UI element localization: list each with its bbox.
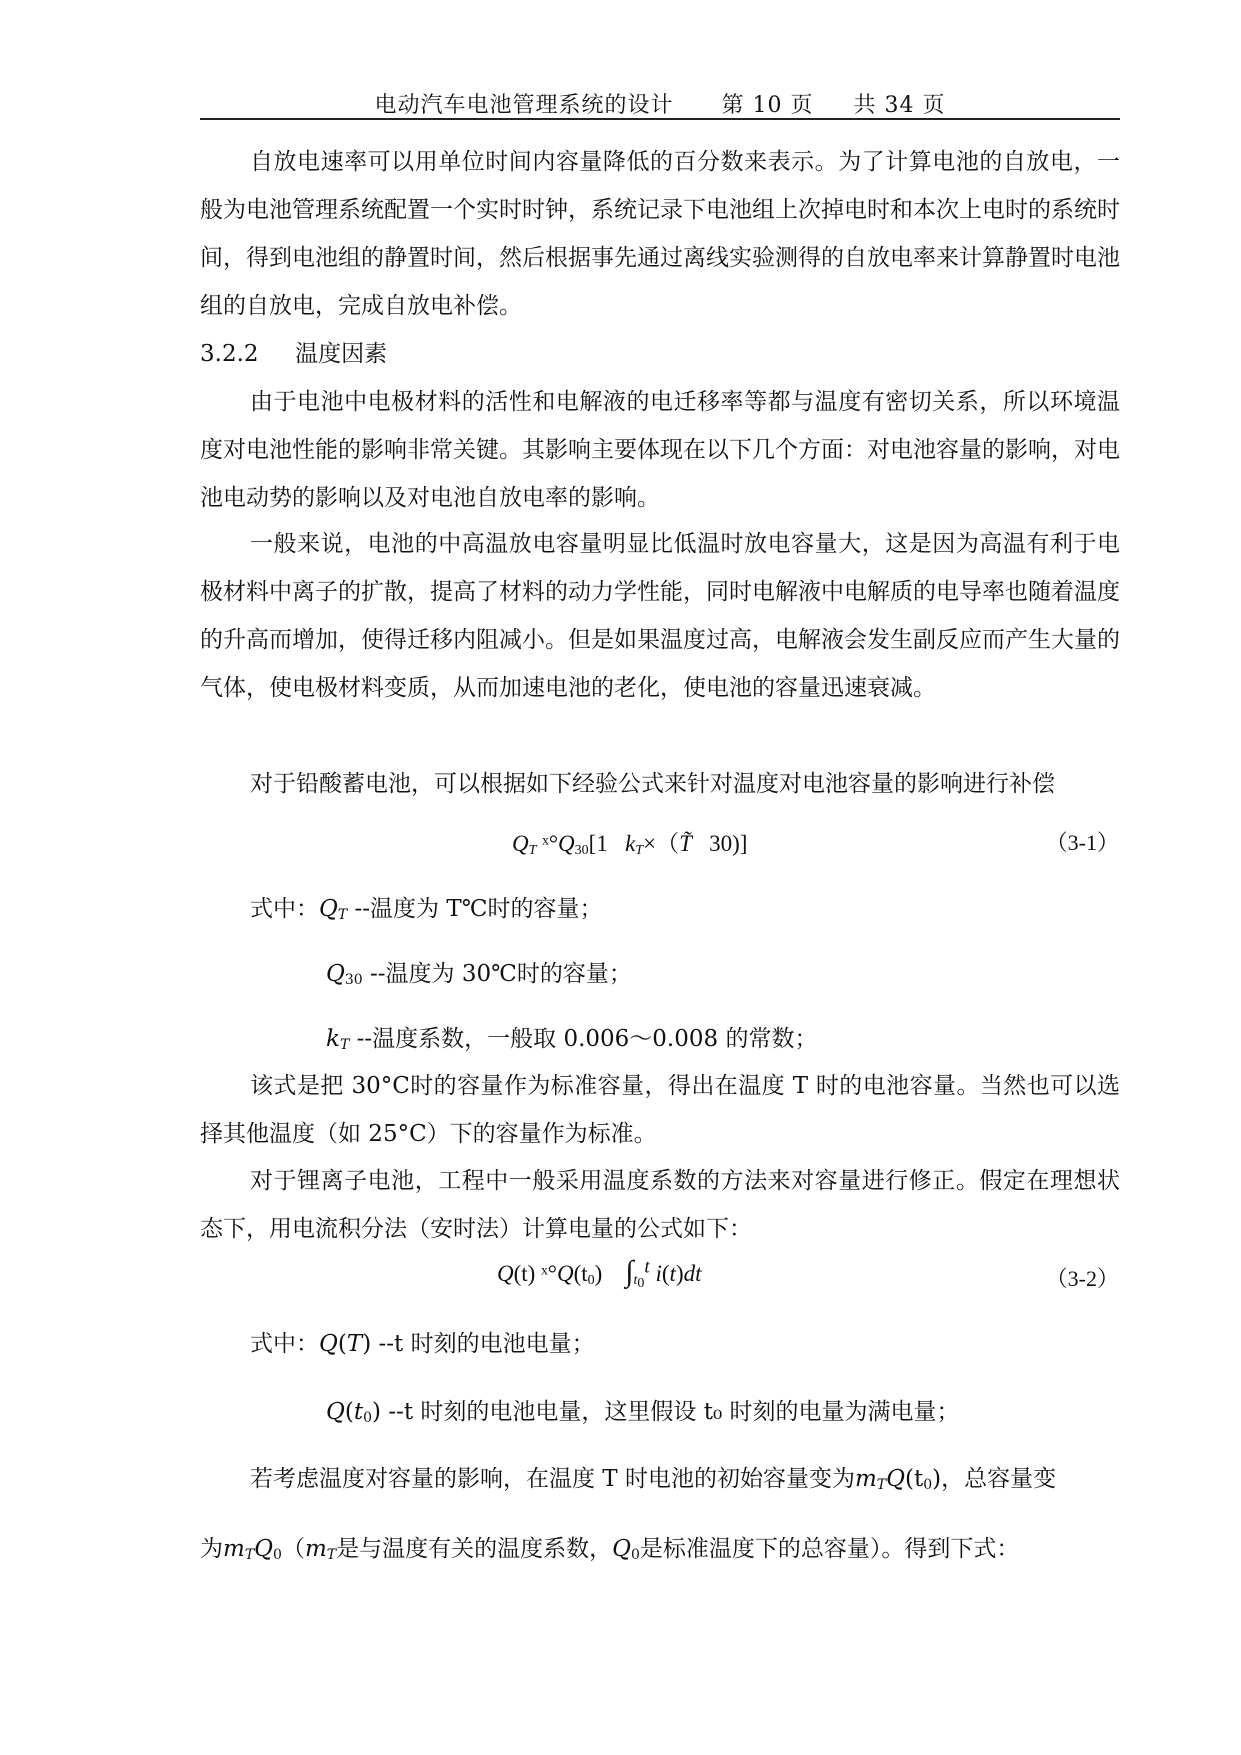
- header-page-number: 第 10 页: [721, 93, 814, 118]
- equation-3-1: $Q_T$ $ˣ^\circ Q_{30}[1$ $k_T\times(T̃$ 30)]: [512, 831, 748, 858]
- equation-3-2: Q(t) $ˣ^\circ Q(t_0)$ $\int_{t_0}^t$ i(t)dt: [497, 1255, 702, 1291]
- header-title: 电动汽车电池管理系统的设计: [374, 93, 674, 118]
- paragraph-temperature-capacity-line2: 为$m_TQ_0(m_T$是与温度有关的温度系数，$Q_0$是标准温度下的总容量）。得到下式：: [200, 1536, 1020, 1563]
- paragraph-temperature-effects: 一般来说，电池的中高温放电容量明显比低温时放电容量大，这是因为高温有利于电极材料中离子的扩散，提高了材料的动力学性能，同时电解液中电解质的电导率也随着温度的升高而增加，使得迁移内阻减小。但是如果温度过高，电解液会发生副反应而产生大量的气体，使电极材料变质，从而加速电池的老化，使电池的容量迅速衰减。: [200, 531, 1120, 701]
- header-rule: [200, 118, 1120, 120]
- definition-q-t0-text: --t 时刻的电池电量，这里假设 t₀ 时刻的电量为满电量；: [388, 1399, 960, 1425]
- section-heading: [200, 335, 387, 368]
- paragraph-temperature-intro: 由于电池中电极材料的活性和电解液的电迁移率等都与温度有密切关系，所以环境温度对电池性能的影响非常关键。其影响主要体现在以下几个方面：对电池容量的影响，对电池电动势的影响以及对电池自放电率的影响。: [200, 389, 1120, 511]
- paragraph-self-discharge: 自放电速率可以用单位时间内容量降低的百分数来表示。为了计算电池的自放电，一般为电池管理系统配置一个实时时钟，系统记录下电池组上次掉电时和本次上电时的系统时间，得到电池组的静置时间，然后根据事先通过离线实验测得的自放电率来计算静置时电池组的自放电，完成自放电补偿。: [200, 149, 1120, 319]
- section-number: 3.2.2: [200, 341, 259, 367]
- temperature-capacity-text-d: 是与温度有关的温度系数，: [336, 1536, 613, 1562]
- definition-kt: $k_T$ --温度系数，一般取 0.006～0.008 的常数；: [326, 1026, 818, 1053]
- equation-3-1-number: （3-1）: [1045, 830, 1119, 855]
- definition-q-t: 式中：Q(T) --t 时刻的电池电量；: [250, 1331, 595, 1357]
- temperature-capacity-text-a: 若考虑温度对容量的影响，在温度 T 时电池的初始容量变为: [250, 1466, 855, 1492]
- definition-q30: $Q_{30}$ --温度为 30℃时的容量；: [326, 961, 632, 988]
- where-label-2: 式中：: [250, 1331, 319, 1357]
- definition-qt: 式中：$Q_T$ --温度为 T℃时的容量；: [250, 896, 603, 923]
- definition-kt-text: --温度系数，一般取 0.006～0.008 的常数；: [356, 1026, 818, 1052]
- definition-q-t0: $Q(t_0)$ --t 时刻的电池电量，这里假设 t₀ 时刻的电量为满电量；: [326, 1399, 960, 1426]
- paragraph-standard-capacity: 该式是把 30°C时的容量作为标准容量，得出在温度 T 时的电池容量。当然也可以选择其他温度（如 25°C）下的容量作为标准。: [200, 1073, 1120, 1147]
- definition-qt-text: --温度为 T℃时的容量；: [354, 896, 603, 922]
- paragraph-temperature-capacity-line1: 若考虑温度对容量的影响，在温度 T 时电池的初始容量变为$m_TQ(t_0)$，总容量变: [250, 1466, 1057, 1493]
- section-title: 温度因素: [295, 341, 388, 367]
- paragraph-lithium-ion: 对于锂离子电池，工程中一般采用温度系数的方法来对容量进行修正。假定在理想状态下，用电流积分法（安时法）计算电量的公式如下：: [200, 1168, 1120, 1242]
- paragraph-lead-acid: 对于铅酸蓄电池，可以根据如下经验公式来针对温度对电池容量的影响进行补偿: [250, 771, 1055, 797]
- where-label: 式中：: [250, 896, 319, 922]
- page-header: [200, 88, 1120, 119]
- temperature-capacity-text-e: 是标准温度下的总容量）。得到下式：: [639, 1536, 1020, 1562]
- definition-q30-text: --温度为 30℃时的容量；: [370, 961, 632, 987]
- header-page-total: 共 34 页: [853, 93, 946, 118]
- equation-3-2-number: （3-2）: [1045, 1266, 1119, 1291]
- temperature-capacity-text-b: ，总容量变: [941, 1466, 1057, 1492]
- definition-q-t-text: --t 时刻的电池电量；: [378, 1331, 595, 1357]
- temperature-capacity-text-c: 为: [200, 1536, 223, 1562]
